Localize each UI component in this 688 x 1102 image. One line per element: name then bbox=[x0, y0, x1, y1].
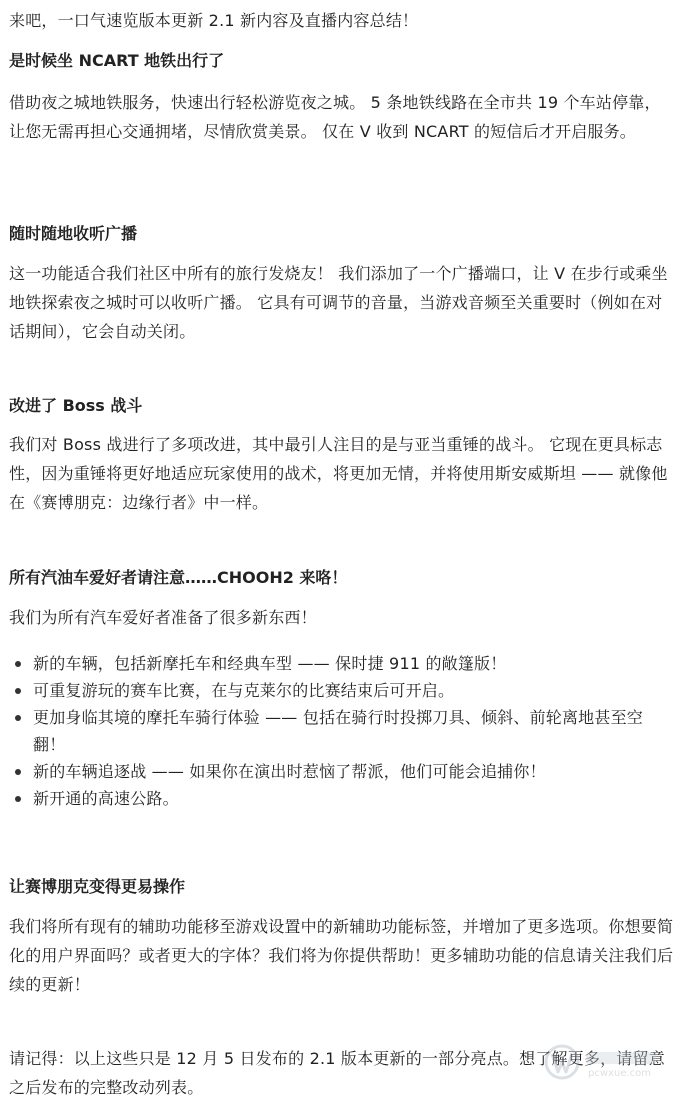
section-heading-metro: 是时候坐 NCART 地铁出行了 bbox=[9, 51, 225, 70]
closing-text: 请记得：以上这些只是 12 月 5 日发布的 2.1 版本更新的一部分亮点。想了解更多，请留意之后发布的完整改动列表。 bbox=[9, 1049, 665, 1097]
list-item: 新的车辆，包括新摩托车和经典车型 —— 保时捷 911 的敞篷版！ bbox=[9, 650, 674, 677]
section-body-boss: 我们对 Boss 战进行了多项改进，其中最引人注目的是与亚当重锤的战斗。 它现在更具标志性，因为重锤将更好地适应玩家使用的战术，将更加无情，并将使用斯安威斯坦 —— 就像他在《赛博朋克：边缘行者》中一样。 bbox=[9, 435, 668, 512]
section-heading-cars: 所有汽油车爱好者请注意……CHOOH2 来咯！ bbox=[9, 568, 348, 587]
section-body-metro: 借助夜之城地铁服务，快速出行轻松游览夜之城。 5 条地铁线路在全市共 19 个车站停靠，让您无需再担心交通拥堵，尽情欣赏美景。 仅在 V 收到 NCART 的短信后才开启服务。 bbox=[9, 93, 661, 141]
section-body-accessibility: 我们将所有现有的辅助功能移至游戏设置中的新辅助功能标签，并增加了更多选项。你想要简化的用户界面吗？或者更大的字体？我们将为你提供帮助！更多辅助功能的信息请关注我们后续的更新！ bbox=[9, 917, 674, 994]
list-item: 新的车辆追逐战 —— 如果你在演出时惹恼了帮派，他们可能会追捕你！ bbox=[9, 758, 674, 785]
section-heading-accessibility: 让赛博朋克变得更易操作 bbox=[9, 877, 186, 896]
section-body-radio: 这一功能适合我们社区中所有的旅行发烧友！ 我们添加了一个广播端口，让 V 在步行或乘坐地铁探索夜之城时可以收听广播。 它具有可调节的音量，当游戏音频至关重要时（例如在对话期间），它会自动关闭。 bbox=[9, 264, 668, 341]
list-item: 更加身临其境的摩托车骑行体验 —— 包括在骑行时投掷刀具、倾斜、前轮离地甚至空翻！ bbox=[9, 704, 674, 758]
intro-text: 来吧，一口气速览版本更新 2.1 新内容及直播内容总结！ bbox=[9, 11, 419, 30]
section-heading-boss: 改进了 Boss 战斗 bbox=[9, 396, 143, 415]
car-features-list bbox=[9, 650, 674, 812]
site-watermark-logo bbox=[540, 1038, 680, 1088]
watermark-text: pcwxue.com bbox=[588, 1068, 651, 1079]
section-heading-radio: 随时随地收听广播 bbox=[9, 224, 138, 243]
section-body-cars: 我们为所有汽车爱好者准备了很多新东西！ bbox=[9, 608, 317, 627]
list-item: 可重复游玩的赛车比赛，在与克莱尔的比赛结束后可开启。 bbox=[9, 677, 674, 704]
list-item: 新开通的高速公路。 bbox=[9, 785, 674, 812]
